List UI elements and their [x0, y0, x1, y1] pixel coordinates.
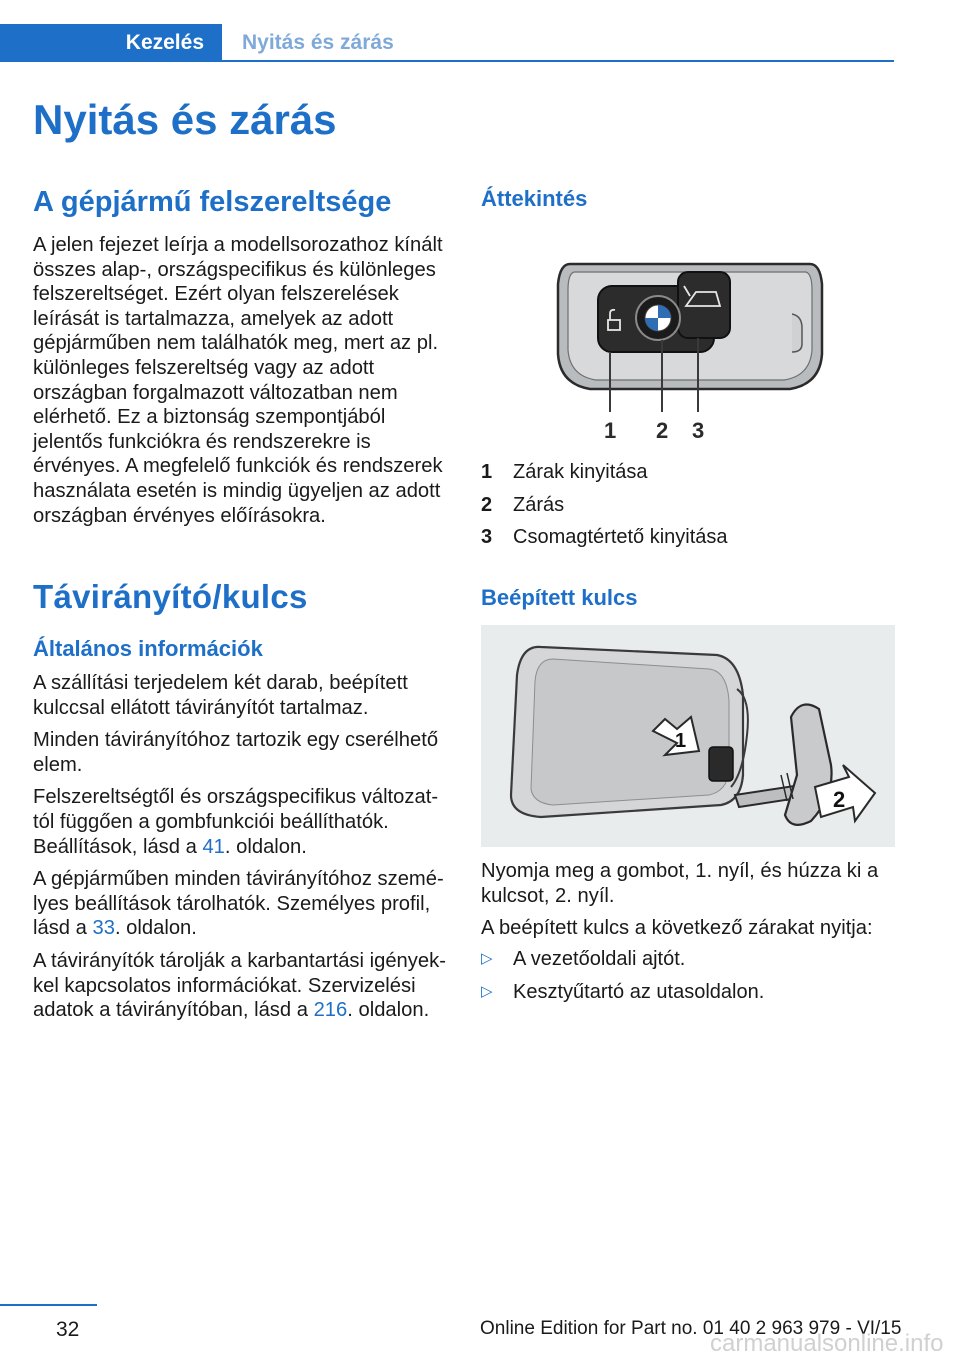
legend-item: 2 Zárás	[481, 493, 565, 516]
remote-heading: Távirányító/kulcs	[33, 578, 308, 615]
remote-paragraph-1: A szállítási terjedelem két darab, beépített kulccsal ellátott távirányítót tartalmaz.	[33, 672, 408, 719]
overview-legend	[481, 456, 895, 554]
triangle-bullet-icon: ▷	[481, 982, 493, 1000]
integrated-key-heading: Beépített kulcs	[481, 585, 638, 610]
integrated-key-text	[481, 859, 895, 949]
legend-item: 1 Zárak kinyitása	[481, 461, 648, 483]
arrow-1-label: 1	[675, 730, 687, 752]
key-fob-figure	[540, 244, 840, 444]
equipment-heading: A gépjármű felszereltsége	[33, 186, 392, 218]
legend-item: 3 Csomagtértető kinyitása	[481, 526, 728, 548]
equipment-text	[33, 233, 449, 536]
triangle-bullet-icon: ▷	[481, 950, 493, 967]
general-info-heading: Általános információk	[33, 636, 263, 661]
remote-paragraph-5: A távirányítók tárolják a karbantartási igényekkel kapcsolatos információkat. Szervizelési adatok a távirányítóban, lásd a 216. oldalon.	[33, 949, 446, 1022]
overview-heading: Áttekintés	[481, 186, 588, 211]
list-item: ▷ Kesztyűtartó az utasoldalon.	[481, 976, 895, 1009]
page-number: 32	[56, 1318, 80, 1341]
list-item: ▷ A vezetőoldali ajtót.	[481, 943, 895, 976]
integrated-key-paragraph-2: A beépített kulcs a következő zárakat nyitja:	[481, 917, 873, 940]
equipment-paragraph: A jelen fejezet leírja a modellsorozathoz kínált összes alap-, országspecifikus és különleges felszereltséget. Ezért olyan felszerelések leírását is tartalmazza, amelyek az adott gépjárműben nem találhatók meg, mert az pl. különleges felszereltség vagy az adott országban forgalmazott változatban nem elérhető. Ez a biztonság szempontjából jelentős funkciókra és rendszerekre is érvényes. A megfelelő funkciók és rendszerek használata esetén is mindig ügyeljen az adott országban érvényes előírásokra.	[33, 234, 443, 527]
remote-paragraph-2: Minden távirányítóhoz tartozik egy cserélhető elem.	[33, 729, 439, 776]
page-link-216[interactable]: 216	[313, 999, 348, 1022]
integrated-key-figure	[481, 625, 895, 847]
watermark: carmanualsonline.info	[710, 1330, 944, 1357]
remote-text	[33, 671, 449, 1031]
callout-3: 3	[692, 418, 705, 443]
arrow-2-label: 2	[833, 787, 846, 812]
remote-paragraph-4: A gépjárműben minden távirányítóhoz személyes beállítások tárolhatók. Személyes profil, lásd a 33. oldalon.	[33, 868, 444, 940]
remote-paragraph-3: Felszereltségtől és országspecifikus változattól függően a gombfunkciói beállíthatók. Beállítások, lásd a 41. oldalon.	[33, 786, 439, 858]
page-title: Nyitás és zárás	[33, 96, 337, 143]
footer-rule	[0, 1304, 97, 1306]
callout-1: 1	[604, 418, 617, 443]
page-link-41[interactable]: 41	[202, 835, 225, 858]
callout-2: 2	[656, 418, 669, 443]
integrated-key-paragraph-1: Nyomja meg a gombot, 1. nyíl, és húzza ki a kulcsot, 2. nyíl.	[481, 860, 879, 907]
integrated-key-list	[481, 943, 895, 1008]
tab-nyitas-es-zaras[interactable]: Nyitás és zárás	[242, 31, 394, 54]
tab-kezeles[interactable]: Kezelés	[0, 24, 222, 62]
edition-text: Online Edition for Part no. 01 40 2 963 979 - VI/15	[480, 1318, 902, 1339]
header-rule	[222, 60, 894, 62]
page-link-33[interactable]: 33	[92, 917, 115, 940]
